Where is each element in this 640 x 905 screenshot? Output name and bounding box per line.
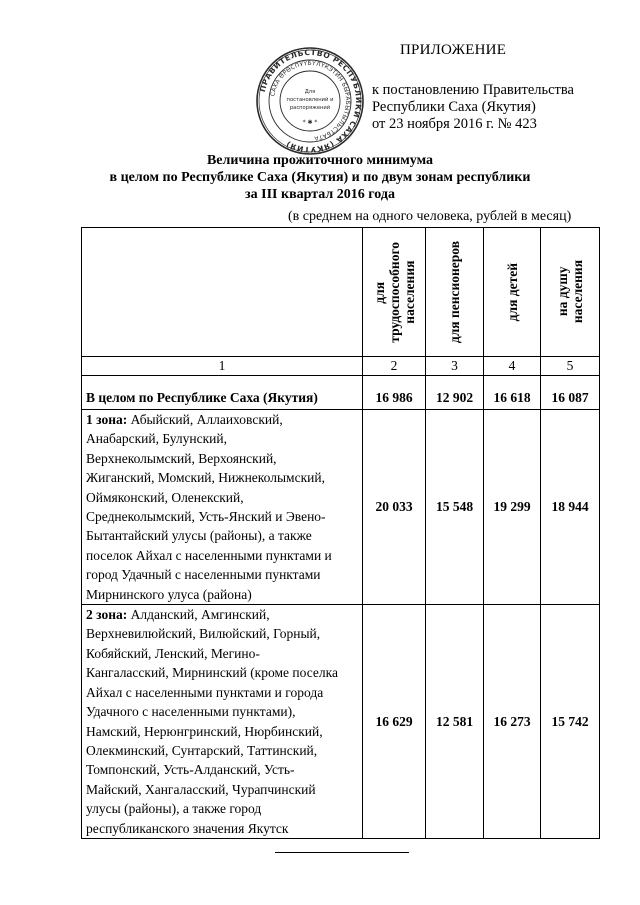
value-cell: 12 902 [426,376,484,410]
column-number: 2 [363,357,426,376]
document-title-line3: за III квартал 2016 года [245,187,395,202]
stamp-star-mark: * ✱ * [302,119,318,126]
value-cell: 16 629 [363,605,426,839]
column-number: 5 [541,357,600,376]
value-cell: 19 299 [484,410,541,605]
appendix-decree-line: к постановлению Правительства [372,82,574,98]
value-cell: 16 986 [363,376,426,410]
zone-label: 2 зона: [86,607,128,623]
header-children: для детей [484,228,541,357]
stamp-inner-text: САХА ӨРӨСПУҮБҮЛҮКЭТИН БЫРАБЫТЫЛЬСТБАТА [270,60,351,141]
stamp-outer-text: ПРАВИТЕЛЬСТВО РЕСПУБЛИКИ САХА (ЯКУТИЯ) [257,47,364,155]
column-number: 1 [82,357,363,376]
zone-label: 1 зона: [86,412,128,427]
stamp-center-line1: Для [304,89,316,95]
table-row-republic-total [82,376,600,410]
units-note: (в среднем на одного человека, рублей в месяц) [288,209,572,224]
table-header-row [82,228,600,357]
stamp-center-line2: постановлений и [286,97,334,103]
zone-1-description: 1 зона: Абыйский, Аллаиховский, Анабарский, Булунский, Верхнеколымский, Верхоянский, Жиганский, Момский, Нижнеколымский, Оймяконский, Оленекский, Среднеколымский, Усть-Янский и Эвено- Бытантайский улусы (районы), а также поселок Айхал с населенными пунктами и город Удачный с населенными пунктами Мирнинского улуса (района) [82,410,363,605]
header-working-age: для трудоспособного населения [363,228,426,357]
value-cell: 15 548 [426,410,484,605]
table-row-zone-1 [82,410,600,605]
table-row-zone-2 [82,605,600,839]
value-cell: 15 742 [541,605,600,839]
stamp-center-line3: распоряжений [289,105,331,111]
value-cell: 20 033 [363,410,426,605]
footer-divider [275,852,409,853]
column-numbering-row [82,357,600,376]
value-cell: 16 087 [541,376,600,410]
appendix-date-line: от 23 ноября 2016 г. № 423 [372,116,537,132]
appendix-heading: ПРИЛОЖЕНИЕ [400,42,507,58]
region-label: В целом по Республике Саха (Якутия) [82,376,363,410]
subsistence-minimum-table [81,227,600,839]
column-number: 3 [426,357,484,376]
column-number: 4 [484,357,541,376]
header-per-capita: на душу населения [541,228,600,357]
header-region-cell [82,228,363,357]
header-pensioners: для пенсионеров [426,228,484,357]
appendix-republic-line: Республики Саха (Якутия) [372,99,536,115]
value-cell: 16 273 [484,605,541,839]
value-cell: 12 581 [426,605,484,839]
value-cell: 16 618 [484,376,541,410]
document-title-line2: в целом по Республике Саха (Якутия) и по двум зонам республики [109,170,531,185]
zone-2-description: 2 зона: Алданский, Амгинский, Верхневилюйский, Вилюйский, Горный, Кобяйский, Ленский, Мегино- Кангаласский, Мирнинский (кроме поселка Айхал с населенными пунктами и города Удачного с населенными пунктами), Намский, Нерюнгринский, Нюрбинский, Олекминский, Сунтарский, Таттинский, Томпонский, Усть-Алданский, Усть- Майский, Хангаласский, Чурапчинский улусы (районы), а также город республиканского значения Якутск [82,605,363,839]
document-title-line1: Величина прожиточного минимума [206,153,434,168]
value-cell: 18 944 [541,410,600,605]
official-stamp [255,46,365,156]
